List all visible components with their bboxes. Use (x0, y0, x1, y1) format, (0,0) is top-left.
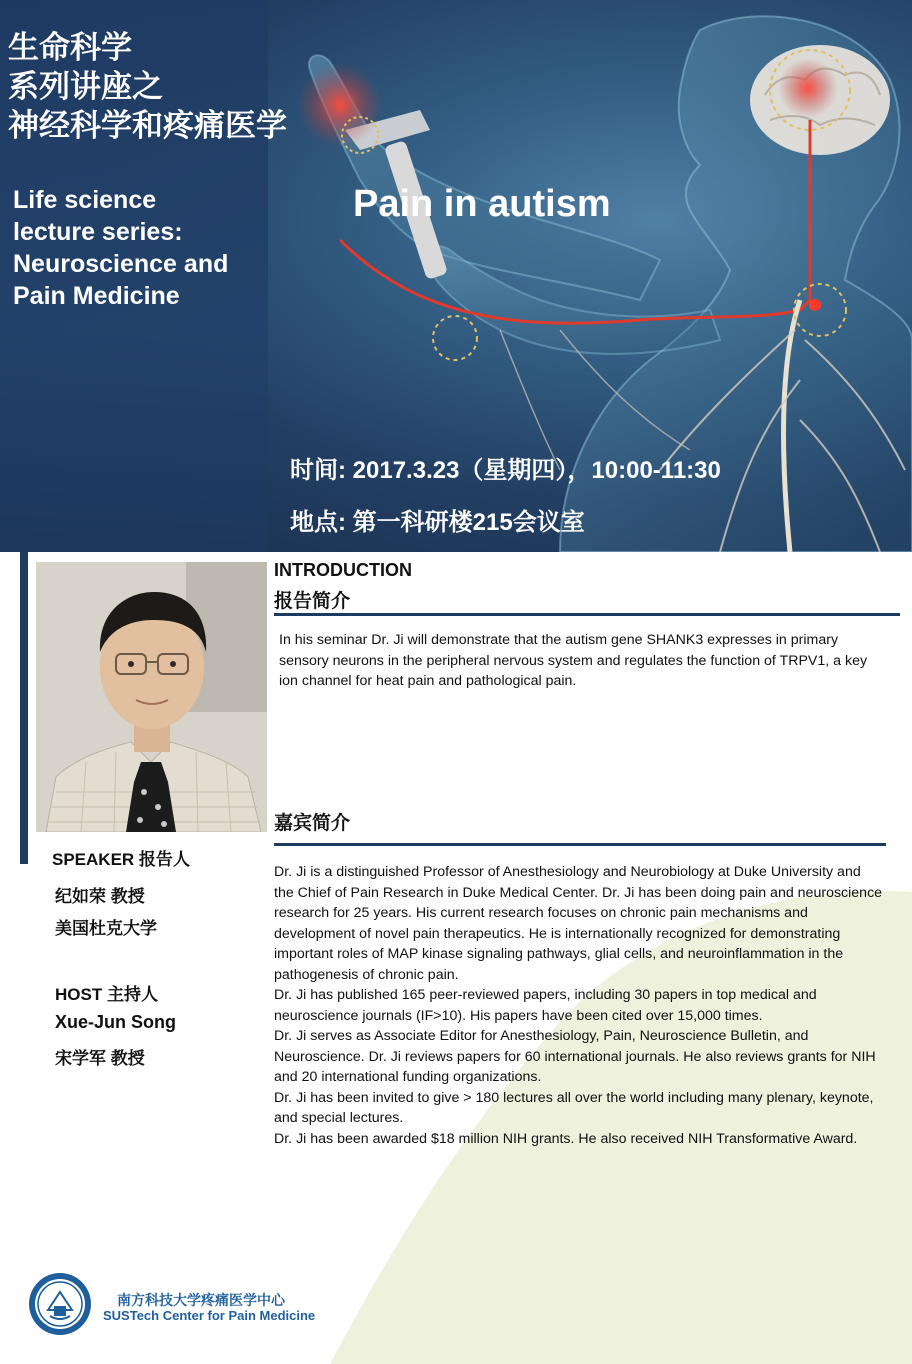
speaker-affiliation: 美国杜克大学 (55, 919, 157, 938)
bio-paragraph: Dr. Ji has published 165 peer-reviewed papers, including 30 papers in top medical and neuroscience journals (IF>10). His papers have been cited over 15,000 times. (274, 987, 817, 1024)
speaker-name: 纪如荣 教授 (55, 887, 145, 906)
en-series-line: lecture series: (13, 218, 183, 246)
host-name-en: Xue-Jun Song (55, 1012, 176, 1032)
talk-title: Pain in autism (353, 183, 611, 225)
introduction-heading-cn: 报告简介 (274, 591, 351, 612)
bio-paragraph: Dr. Ji serves as Associate Editor for Anesthesiology, Pain, Neuroscience Bulletin, and Neuroscience. Dr. Ji reviews papers for 60 international journals. He also reviews grants for NIH and 20 international funding organizations. (274, 1028, 876, 1085)
org-name-cn: 南方科技大学疼痛医学中心 (117, 1292, 285, 1308)
cn-title-line: 生命科学 (8, 30, 132, 65)
hero-banner (0, 0, 912, 552)
event-place: 地点: 第一科研楼215会议室 (290, 509, 585, 536)
sustech-seal-logo (28, 1272, 92, 1336)
en-series-line: Life science (13, 186, 157, 214)
event-time: 时间: 2017.3.23（星期四），10:00-11:30 (290, 457, 721, 484)
bio-paragraph: Dr. Ji has been invited to give > 180 lectures all over the world including many plenary, keynote, and special lectures. (274, 1089, 874, 1126)
guest-heading: 嘉宾简介 (274, 813, 351, 834)
cn-title-line: 系列讲座之 (8, 69, 163, 104)
speaker-photo (36, 562, 267, 832)
en-series-line: Pain Medicine (13, 282, 180, 310)
bio-paragraph: Dr. Ji is a distinguished Professor of Anesthesiology and Neurobiology at Duke University and the Chief of Pain Research in Duke Medical Center. Dr. Ji has been doing pain and neuroscience research for 25 years. His current research focuses on chronic pain mechanisms and development of novel pain therapeutics. He is internationally recognized for demonstrating important roles of MAP kinase signaling pathways, glial cells, and neuroinflammation in the pathogenesis of chronic pain. (274, 864, 883, 983)
cn-series-title (8, 28, 287, 145)
org-name-en: SUSTech Center for Pain Medicine (103, 1308, 316, 1323)
introduction-heading-en: INTRODUCTION (274, 560, 412, 580)
introduction-text: In his seminar Dr. Ji will demonstrate that the autism gene SHANK3 expresses in primary sensory neurons in the peripheral nervous system and regulates the function of TRPV1, a key ion channel for heat pain and pathological pain. (279, 632, 868, 689)
host-name-cn: 宋学军 教授 (55, 1049, 145, 1068)
speaker-label: SPEAKER 报告人 (52, 850, 190, 869)
section-divider (274, 613, 900, 616)
host-label: HOST 主持人 (55, 985, 158, 1004)
section-divider (274, 843, 886, 846)
en-series-line: Neuroscience and (13, 250, 229, 278)
guest-bio (274, 862, 884, 1149)
bio-paragraph: Dr. Ji has been awarded $18 million NIH grants. He also received NIH Transformative Award. (274, 1130, 858, 1147)
en-series-title (13, 184, 228, 312)
cn-title-line: 神经科学和疼痛医学 (8, 108, 287, 143)
accent-bar (20, 552, 28, 864)
